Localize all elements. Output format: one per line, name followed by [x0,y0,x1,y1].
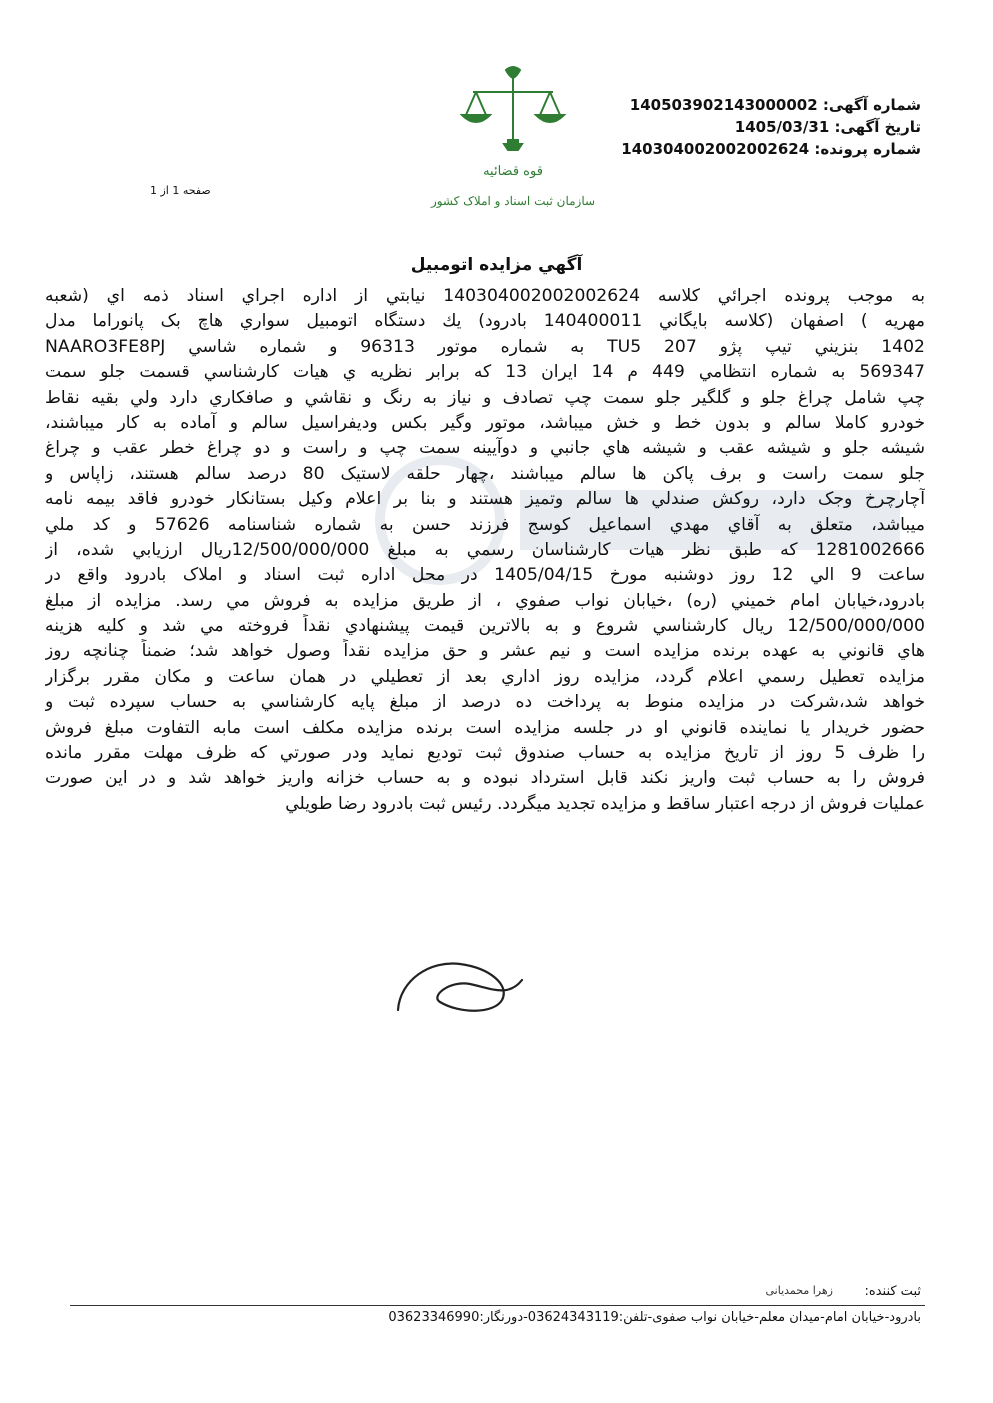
footer-address: بادرود-خیابان امام-میدان معلم-خیابان نواب صفوی-تلفن:03624343119-دورنگار:03623346990 [388,1310,921,1325]
registrar-label: ثبت کننده: [864,1284,921,1299]
announcement-body [45,284,925,817]
body-line: 569347 به شماره انتظامي 449 م 14 ايران 13 كه برابر نظريه ي هيات كارشناسي قسمت جلو سمت [45,362,925,383]
ad-date-label: تاریخ آگهی: [834,118,921,136]
body-line: مزايده تعطيل رسمي اعلام گردد، مزايده روز اداري بعد از تعطيلي در همان ساعت و مكان مقرر برگزار [45,666,925,687]
emblem-line2: سازمان ثبت اسناد و املاک کشور [430,194,596,208]
body-line: عمليات فروش از درجه اعتبار ساقط و مزايده تجديد ميگردد. رئيس ثبت بادرود رضا طويلي [285,793,925,814]
ad-date-row [591,116,921,138]
body-line: جلو سمت راست و برف پاكن ها سالم ميباشند ،چهار حلقه لاستيک 80 درصد سالم هستند، زاپاس و [45,463,925,484]
body-line: خودرو كاملا سالم و بدون خط و خش ميباشد، موتور وگير بكس وديفراسيل سالم و آماده به كار ميباشند، [45,412,925,433]
body-line: شيشه جلو و شيشه عقب و شيشه هاي جانبي و دوآيينه سمت چپ و راست و دو چراغ خطر عقب و چراغ [45,438,925,459]
body-line: به موجب پرونده اجرائي كلاسه 140304002002002624 نيابتي از اداره اجراي اسناد ذمه اي (شعبه [45,286,925,306]
body-line: 1281002666 كه طبق نظر هيات كارشناسان رسمي به مبلغ 12/500/000/000ريال ارزيابي شده، از [45,539,925,560]
signature-icon [390,940,530,1030]
body-line: بادرود،خيابان امام خميني (ره) ،خيابان نواب صفوي ، از طريق مزايده به فروش مي رسد. مزايده از مبلغ [45,590,925,611]
body-line: آچارچرخ وجک دارد، روكش صندلي ها سالم وتميز هستند و بنا بر اعلام وكيل بستانكار خودرو فاقد بيمه نامه [45,489,925,510]
ad-date: 1405/03/31 [734,118,830,136]
footer-divider [70,1305,925,1306]
file-number: 140304002002002624 [621,140,810,158]
body-line: مهريه ) اصفهان (كلاسه بايگاني 140400011 بادرود) يك دستگاه اتومبيل سواري هاچ بک پانوراما مدل [45,311,925,332]
body-line: ميباشد، متعلق به آقاي مهدي اسماعيل كوسج فرزند حسن به شماره شناسنامه 57626 و كد ملي [45,514,925,535]
body-line: ساعت 9 الي 12 روز دوشنبه مورخ 1405/04/15 در محل اداره ثبت اسناد و املاک بادرود واقع در [45,565,925,586]
body-line: 1402 بنزيني تيپ پژو 207 TU5 به شماره موتور 96313 و شماره شاسي NAARO3FE8PJ [45,336,925,357]
emblem-line1: قوه قضائیه [483,164,543,179]
file-number-row [591,138,921,160]
ad-number-row [591,94,921,116]
body-line: حضور خريدار يا نماينده قانوني او در جلسه مزايده است برنده مزايده مكلف است مابه التفاوت مبلغ فروش [45,717,925,738]
judiciary-emblem-icon [428,60,598,230]
ad-number-label: شماره آگهی: [822,96,921,114]
body-line: را ظرف 5 روز از تاريخ مزايده به حساب صندوق ثبت توديع نمايد ودر صورتي كه ظرف مهلت مقرر مانده [45,743,925,764]
body-line: 12/500/000/000 ريال كارشناسي شروع و به بالاترين قيمت پيشنهادي نقداً فروخته مي شد و كليه هزينه [45,616,925,637]
registrar-name: زهرا محمديانی [765,1284,833,1297]
ad-number: 140503902143000002 [629,96,818,114]
page-indicator: صفحه 1 از 1 [150,184,211,197]
body-line: خواهد شد،شركت در مزايده منوط به پرداخت ده درصد از مبلغ پايه كارشناسي به حساب سپرده ثبت و [45,692,925,713]
document-title: آگهي مزايده اتومبيل [410,255,583,275]
body-line: چپ شامل چراغ جلو و گلگير جلو سمت چپ تصادف و نياز به رنگ و نقاشي و صافكاري دارد ولي بقيه نقاط [45,387,925,408]
ad-meta [591,94,921,160]
body-line: هاي قانوني به عهده برنده مزايده است و نيم عشر و حق مزايده نقداً وصول خواهد شد؛ ضمناً چنانچه روز [45,641,925,662]
file-number-label: شماره پرونده: [814,140,921,158]
body-line: فروش را به حساب ثبت واريز نكند قابل استرداد نبوده و به حساب خزانه واريز خواهد شد و در اين صورت [45,768,925,789]
